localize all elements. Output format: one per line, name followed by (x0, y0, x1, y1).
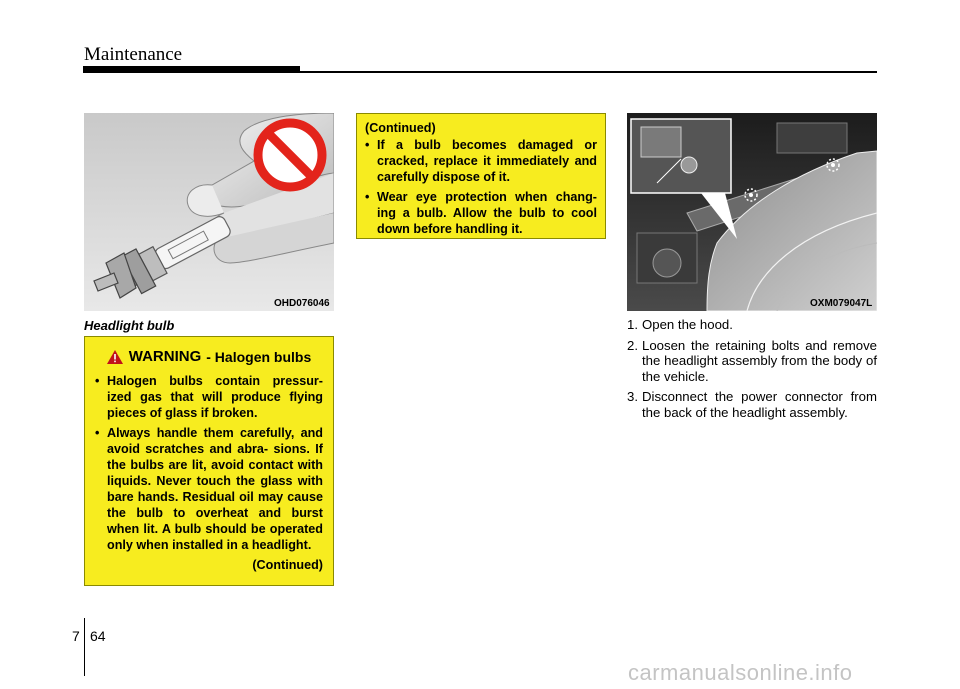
step-text: Loosen the retaining bolts and remove the headlight assembly from the body of the vehicle. (642, 337, 877, 384)
procedure-step (627, 317, 877, 333)
page-number: 64 (90, 628, 106, 644)
warning-list (95, 373, 323, 553)
step-number: 3. (627, 389, 638, 404)
procedure-step (627, 338, 877, 385)
warning-triangle-icon (107, 350, 123, 364)
warning-continued: (Continued) (252, 558, 323, 572)
footer-divider (84, 618, 85, 676)
step-number: 2. (627, 337, 638, 353)
bulb-illustration (84, 113, 334, 311)
figure-code-bulb: OHD076046 (274, 298, 330, 309)
prohibition-icon (258, 123, 322, 187)
warning-subheading: - Halogen bulbs (206, 349, 312, 365)
engine-bay-drawing (627, 113, 877, 311)
step-text: Disconnect the power connector from the back of the headlight assembly. (642, 389, 877, 420)
headlight-removal-illustration (627, 113, 877, 311)
warning-heading: WARNING (128, 348, 202, 365)
chapter-number: 7 (72, 628, 80, 644)
section-title: Maintenance (84, 44, 183, 65)
step-text: Open the hood. (642, 317, 733, 332)
watermark: carmanualsonline.info (628, 660, 853, 685)
warning-box (84, 336, 334, 586)
header-rule-thin (300, 71, 877, 73)
hand-bulb-drawing (84, 113, 334, 311)
continued-item: • If a bulb becomes damaged or cracked, replace it immediately and carefully dispose of it. (365, 137, 597, 185)
warning-heading-row (95, 349, 323, 365)
continued-item: • Wear eye protection when chang- ing a bulb. Allow the bulb to cool down before handling it. (365, 189, 597, 237)
continued-box (356, 113, 606, 239)
procedure-steps (627, 317, 877, 425)
header-rule-thick (83, 66, 300, 73)
step-number: 1. (627, 317, 638, 332)
continued-list (365, 137, 597, 237)
procedure-step (627, 389, 877, 420)
warning-item: • Always handle them carefully, and avoid scratches and abra- sions. If the bulbs are lit, avoid contact with liquids. Never touch the glass with bare hands. Residual oil may cause the bulb to overheat and burst when lit. A bulb should be operated only when installed in a headlight. (95, 425, 323, 553)
figure-code-engine: OXM079047L (810, 298, 873, 309)
continued-heading: (Continued) (365, 121, 436, 135)
figure-caption-bulb: Headlight bulb (84, 318, 175, 333)
warning-item: • Halogen bulbs contain pressur- ized gas that will produce flying pieces of glass if broken. (95, 373, 323, 421)
